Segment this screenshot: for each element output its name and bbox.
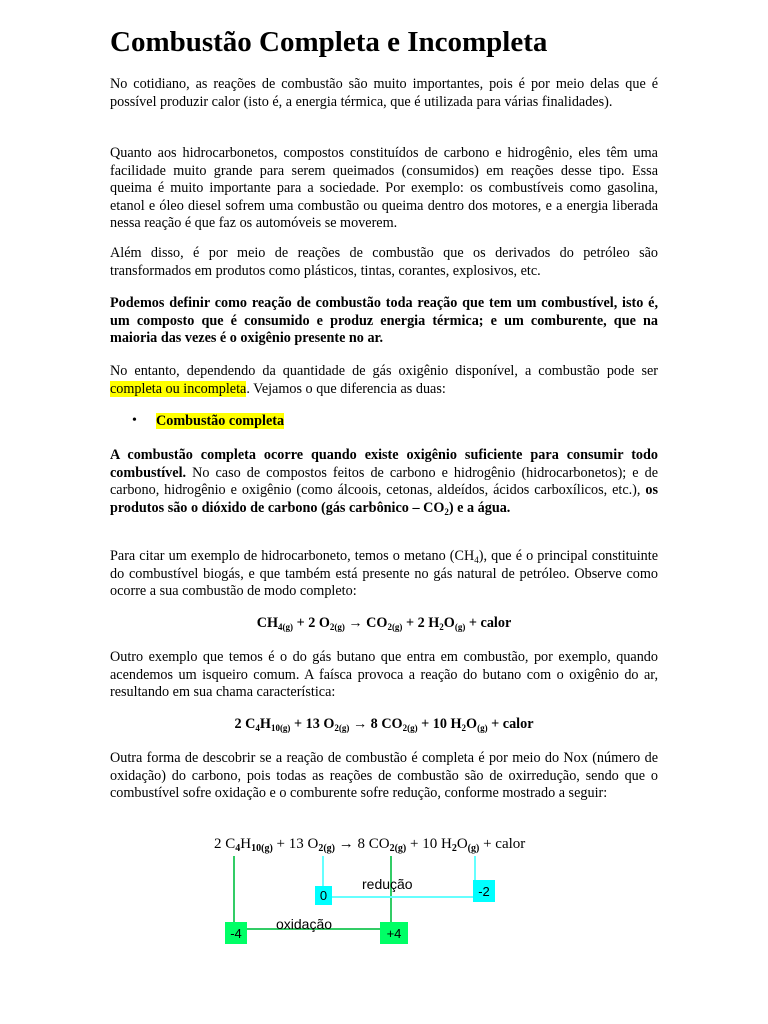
co2-subscript: 2 [444, 506, 449, 517]
bullet-label [156, 413, 284, 430]
nox-box-oxygen-product: -2 [473, 880, 495, 902]
methane-text-b: ), que é o principal constituinte do combustível biogás, e que também está presente no gás natural de petróleo. Observe como ocorre a sua combustão de modo completo: [110, 548, 658, 599]
equation-butane: 2 $C_4H_{10(g)} + 13$ $O_{2(g)} \to 8$ $CO_{2(g)} + 10$ $H_2O_{(g)}$ + calor [234, 716, 534, 733]
complete-definition-mid: No caso de compostos feitos de carbono e hidrogênio (hidrocarbonetos); e de carbono, hidrogênio e oxigênio (como álcoois, cetonas, aldeídos, ácidos carboxílicos, etc.), [110, 464, 658, 498]
paragraph-complete-definition [110, 447, 658, 517]
paragraph-methane [110, 548, 658, 601]
paragraph-nox: Outra forma de descobrir se a reação de combustão é completa é por meio do Nox (número de oxidação) do carbono, pois todas as reações de combustão são de oxirredução, sendo que o combustível sofre oxidação e o comburente sofre redução, conforme mostrado a seguir: [110, 750, 658, 801]
reduction-line-middle [332, 896, 474, 898]
paragraph-types [110, 363, 658, 398]
page-title: Combustão Completa e Incompleta [110, 26, 548, 58]
oxidation-label: oxidação [276, 916, 333, 932]
paragraph-butane: Outro exemplo que temos é o do gás butano que entra em combustão, por exemplo, quando acendemos um isqueiro comum. A faísca provoca a reação do butano com o oxigênio do ar, resultando em sua chama característica: [110, 649, 658, 700]
oxidation-reduction-diagram [110, 832, 658, 952]
nox-box-oxygen-reactant: 0 [315, 886, 332, 905]
reduction-line-right [474, 856, 476, 880]
complete-definition-bold: A combustão completa ocorre quando existe oxigênio suficiente para consumir todo combustível. [110, 447, 658, 481]
ch4-subscript: 4 [474, 555, 479, 565]
paragraph-hydrocarbons: Quanto aos hidrocarbonetos, compostos constituídos de carbono e hidrogênio, eles têm uma facilidade muito grande para serem queimados (consumidos) em reações desse tipo. Essa queima é muito importante para a sociedade. Por exemplo: os combustíveis como gasolina, etanol e óleo diesel sofrem uma combustão ou queima dentro dos motores, e a energia liberada nessa reação é que faz os automóveis se moverem. [110, 145, 658, 231]
reduction-label: redução [362, 876, 413, 892]
types-text-a: No entanto, dependendo da quantidade de gás oxigênio disponível, a combustão pode ser [110, 363, 658, 379]
definition-bold-text: Podemos definir como reação de combustão toda reação que tem um combustível, isto é, um composto que é consumido e produz energia térmica; e um comburente, que na maioria das vezes é o oxigênio presente no ar. [110, 295, 658, 346]
oxidation-line-left [233, 856, 235, 922]
paragraph-petroleum: Além disso, é por meio de reações de combustão que os derivados do petróleo são transformados em produtos como plásticos, tintas, corantes, explosivos, etc. [110, 245, 658, 279]
methane-text-a: Para citar um exemplo de hidrocarboneto, temos o metano (CH [110, 548, 475, 564]
products-bold: os produtos são o dióxido de carbono (gás carbônico – CO [110, 482, 658, 516]
bullet-label-text: Combustão completa [156, 413, 285, 429]
reduction-line-left [322, 856, 324, 886]
paragraph-definition [110, 295, 658, 348]
nox-box-carbon-product: +4 [380, 922, 408, 944]
highlight-complete-incomplete: completa ou incompleta [110, 380, 247, 397]
bullet-dot: • [132, 413, 137, 428]
diagram-equation: 2 $C_4H_{10(g)} + 13$ $O_{2(g)} \to 8$ $CO_{2(g)} + 10$ $H_2O_{(g)}$ + calor [214, 836, 526, 854]
products-bold-end: ) e a água. [448, 499, 511, 516]
paragraph-intro: No cotidiano, as reações de combustão são muito importantes, pois é por meio delas que é possível produzir calor (isto é, a energia térmica, que é utilizada para várias finalidades). [110, 76, 658, 110]
nox-box-carbon-reactant: -4 [225, 922, 247, 944]
equation-methane: $CH_{4(g)} + 2$ $O_{2(g)} \to CO_{2(g)} + 2$ $H_2O_{(g)}$ + calor [256, 615, 512, 632]
types-text-b: . Vejamos o que diferencia as duas: [246, 380, 446, 397]
